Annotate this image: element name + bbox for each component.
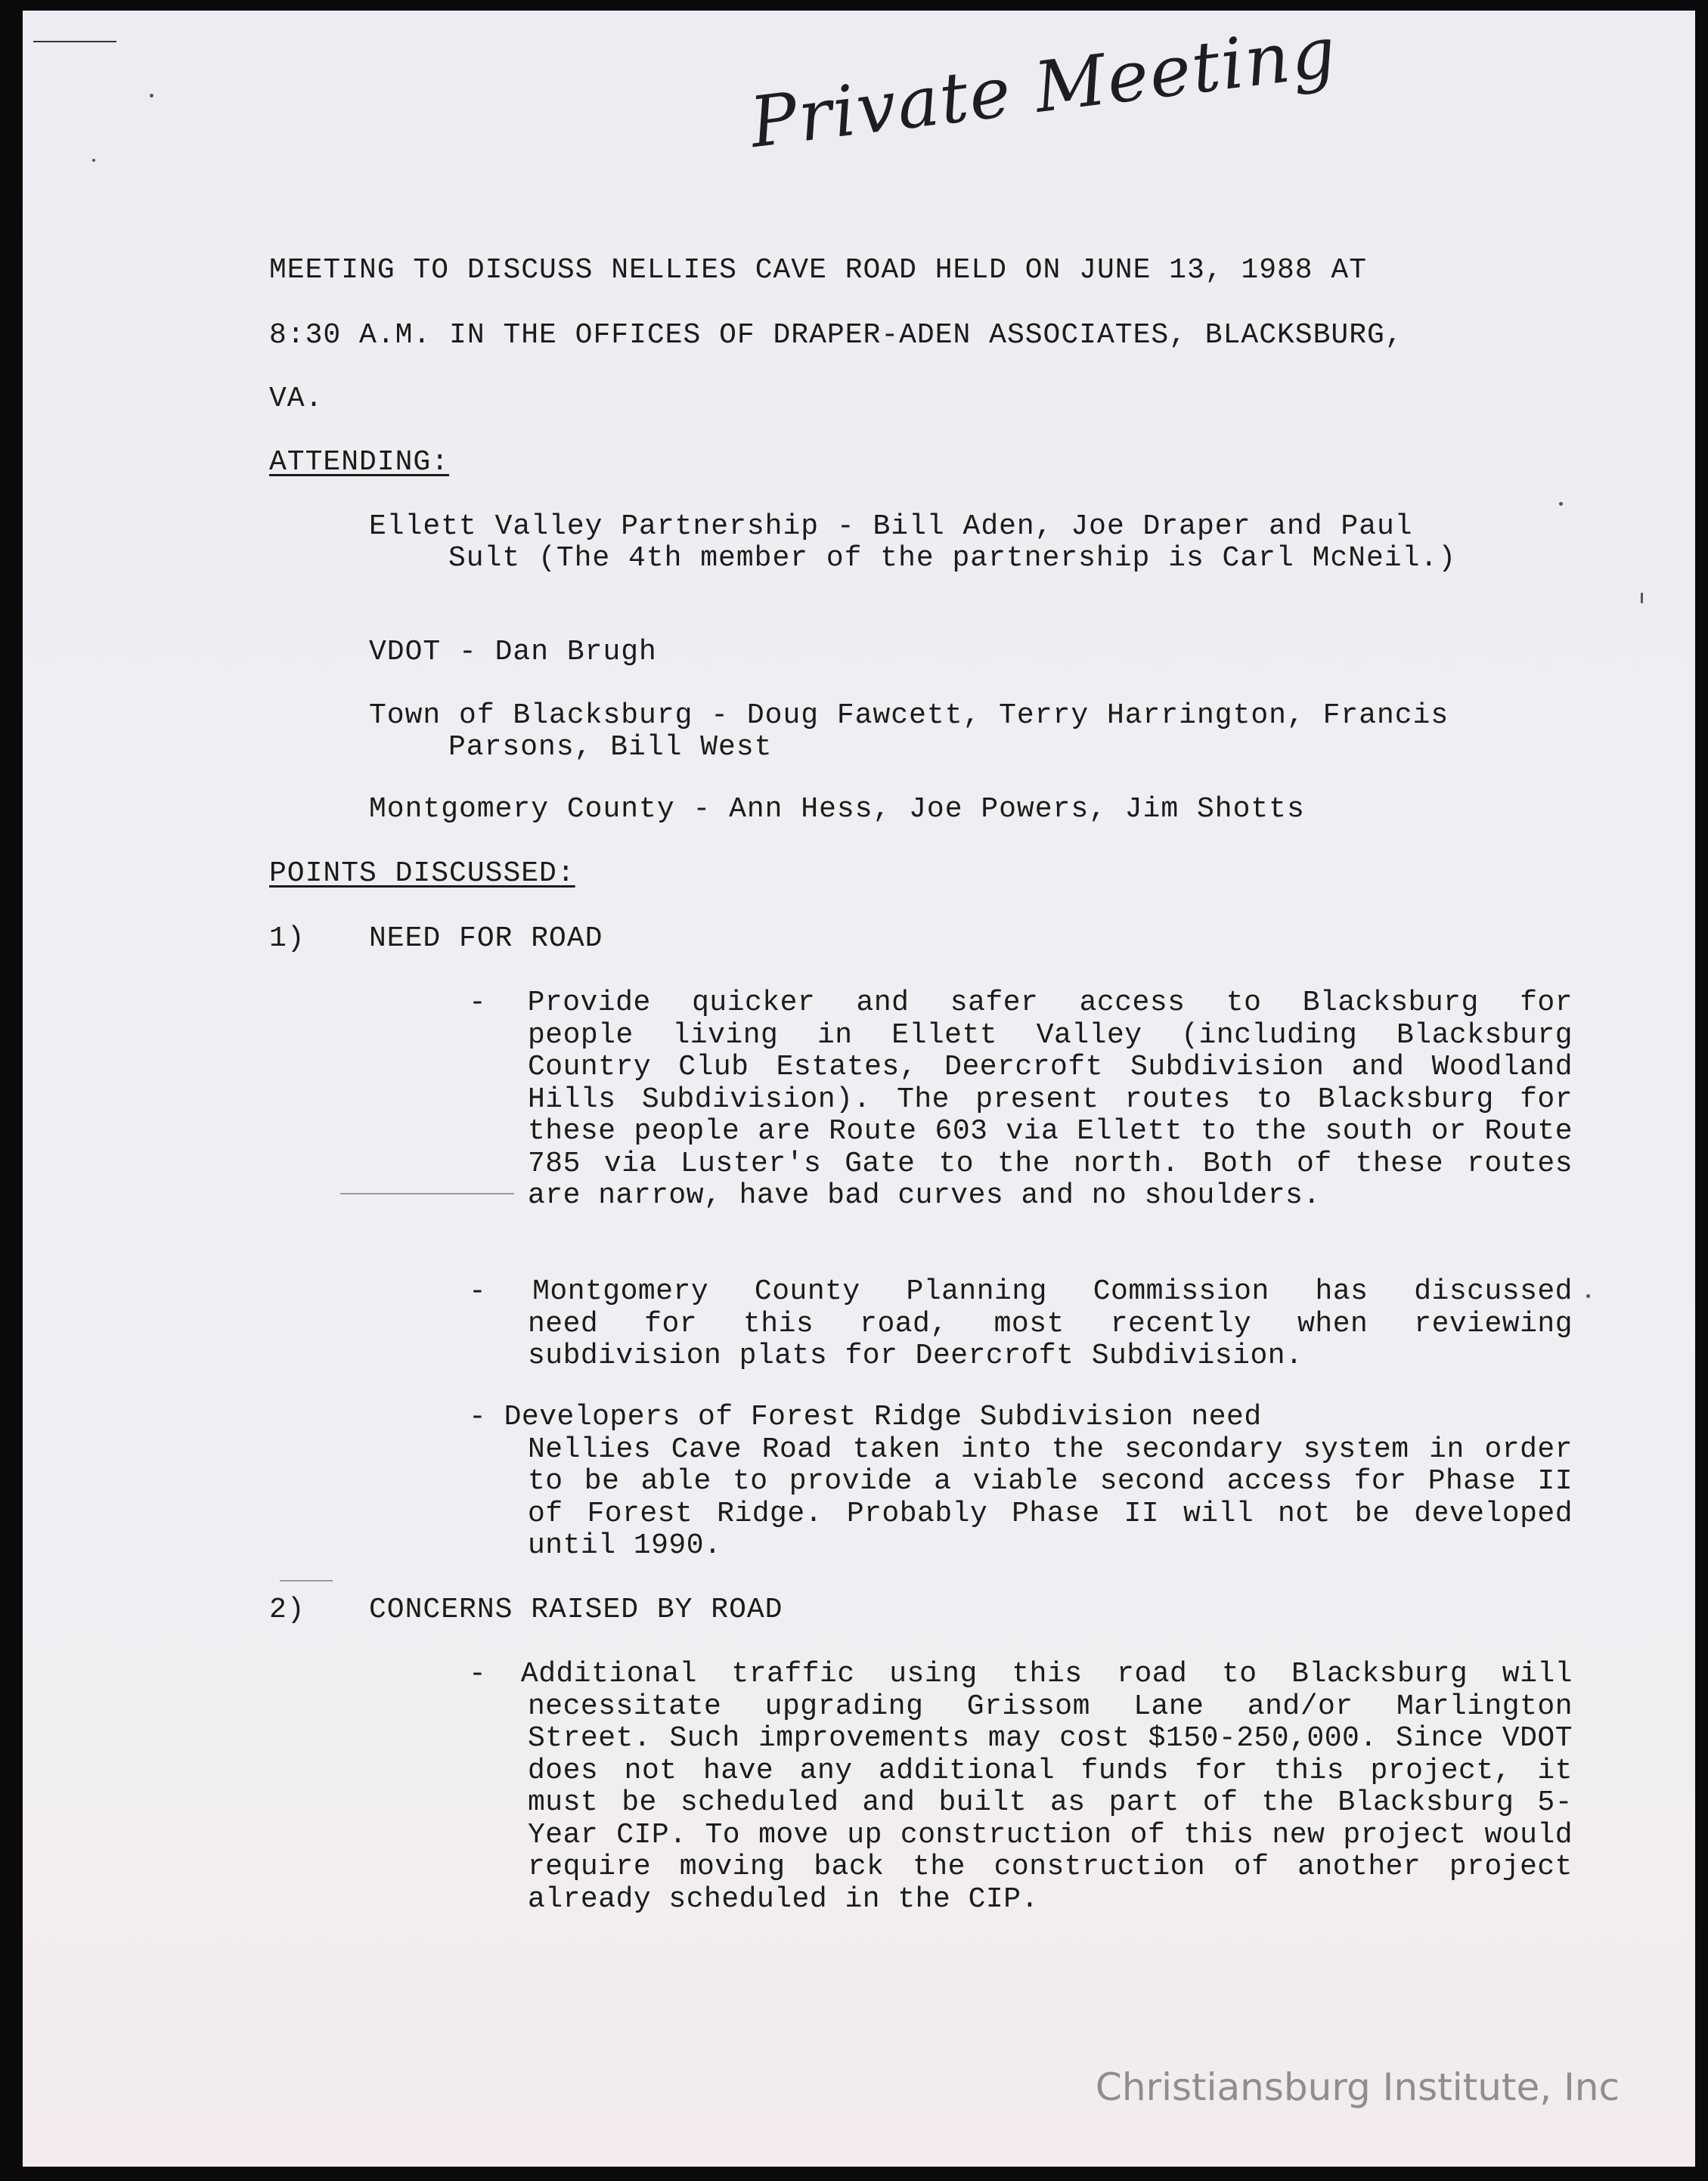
point-number: 1) xyxy=(269,922,305,955)
bullet-lead: - Provide quicker and safer access to Blacksburg for xyxy=(469,987,1573,1019)
bullet-body: people living in Ellett Valley (including Blacksburg Country Club Estates, Deercroft Subdivision and Woodland Hills Subdivision). The present routes to Blacksburg for these people are Route 603 via Ellett to the south or Route 785 via Luster's Gate to the north. Both of these routes are narrow, have bad curves and no shoulders. xyxy=(528,1018,1573,1212)
attendee-entry xyxy=(369,511,1579,575)
header-line-2: 8:30 A.M. IN THE OFFICES OF DRAPER-ADEN ASSOCIATES, BLACKSBURG, xyxy=(269,319,1403,352)
attendee-entry-first: Ellett Valley Partnership - Bill Aden, Joe Draper and Paul xyxy=(369,510,1413,543)
point-title: CONCERNS RAISED BY ROAD xyxy=(369,1594,783,1626)
scan-mark xyxy=(280,1580,333,1582)
document-page xyxy=(23,11,1695,2167)
discussion-bullet xyxy=(469,1659,1573,1916)
attendee-entry-first: Montgomery County - Ann Hess, Joe Powers, Jim Shotts xyxy=(369,793,1305,826)
attendee-entry-rest: Sult (The 4th member of the partnership is Carl McNeil.) xyxy=(448,542,1457,575)
attending-heading: ATTENDING: xyxy=(269,446,450,479)
point-title: NEED FOR ROAD xyxy=(369,922,603,955)
points-heading: POINTS DISCUSSED: xyxy=(269,857,575,890)
scan-speck xyxy=(150,94,153,98)
point-number: 2) xyxy=(269,1594,305,1626)
bullet-lead: - Montgomery County Planning Commission has discussed xyxy=(469,1275,1573,1308)
scan-speck xyxy=(1641,593,1643,603)
discussion-bullet xyxy=(469,1402,1573,1563)
attendee-entry xyxy=(369,700,1579,764)
header-line-3: VA. xyxy=(269,383,324,415)
bullet-body: need for this road, most recently when reviewing subdivision plats for Deercroft Subdivision. xyxy=(528,1307,1573,1372)
attendee-entry xyxy=(369,794,1579,826)
scan-mark xyxy=(340,1193,514,1194)
discussion-bullet xyxy=(469,987,1573,1213)
bullet-body: necessitate upgrading Grissom Lane and/or Marlington Street. Such improvements may cost $150-250,000. Since VDOT does not have any additional funds for this project, it must be scheduled and built as part of the Blacksburg 5-Year CIP. To move up construction of this new project would require moving back the construction of another project already scheduled in the CIP. xyxy=(528,1690,1573,1916)
handwritten-note: Private Meeting xyxy=(746,11,1342,164)
bullet-lead: - Additional traffic using this road to Blacksburg will xyxy=(469,1658,1573,1690)
discussion-bullet xyxy=(469,1276,1573,1373)
bullet-body: Nellies Cave Road taken into the secondary system in order to be able to provide a viable second access for Phase II of Forest Ridge. Probably Phase II will not be developed until 1990. xyxy=(528,1433,1573,1562)
attendee-entry-first: Town of Blacksburg - Doug Fawcett, Terry Harrington, Francis xyxy=(369,699,1449,732)
attendee-entry-first: VDOT - Dan Brugh xyxy=(369,636,657,668)
bullet-lead: - Developers of Forest Ridge Subdivision need xyxy=(469,1401,1262,1433)
header-line-1: MEETING TO DISCUSS NELLIES CAVE ROAD HELD ON JUNE 13, 1988 AT xyxy=(269,254,1368,287)
attendee-entry xyxy=(369,637,1579,668)
watermark: Christiansburg Institute, Inc xyxy=(1095,2065,1620,2109)
scan-speck xyxy=(1559,502,1563,506)
scan-speck xyxy=(92,159,95,162)
scan-mark xyxy=(33,41,116,42)
scan-speck xyxy=(1586,1294,1590,1298)
attendee-entry-rest: Parsons, Bill West xyxy=(448,731,773,764)
